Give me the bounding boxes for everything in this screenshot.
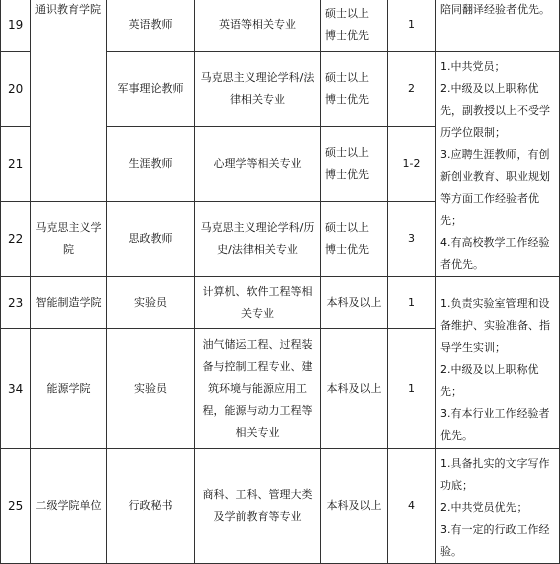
- major-cell: 马克思主义理论学科/历史/法律相关专业: [195, 202, 321, 277]
- position-cell: 行政秘书: [107, 449, 195, 564]
- education-cell: 硕士以上 博士优先: [321, 52, 388, 127]
- college-cell: [31, 0, 107, 202]
- requirements-cell: [436, 449, 560, 564]
- position-cell: 生涯教师: [107, 127, 195, 202]
- position-cell: 英语教师: [107, 0, 195, 52]
- position-cell: 军事理论教师: [107, 52, 195, 127]
- major-cell: 马克思主义理论学科/法律相关专业: [195, 52, 321, 127]
- requirement-item: 1.具备扎实的文字写作功底；: [440, 457, 550, 492]
- education-cell: 本科及以上: [321, 329, 388, 449]
- table-row: [1, 277, 560, 329]
- education-cell: 本科及以上: [321, 277, 388, 329]
- count-cell: 1: [388, 277, 436, 329]
- table-row: [1, 0, 560, 52]
- count-cell: 1: [388, 329, 436, 449]
- education-cell: 硕士以上 博士优先: [321, 0, 388, 52]
- requirement-item: 2.中级及以上职称优先；: [440, 363, 539, 398]
- requirement-item: 3.有一定的行政工作经验。: [440, 523, 550, 558]
- position-cell: 实验员: [107, 277, 195, 329]
- row-number: 21: [1, 127, 31, 202]
- requirement-item: 3.有本行业工作经验者优先。: [440, 407, 550, 442]
- education-cell: 硕士以上 博士优先: [321, 202, 388, 277]
- requirements-cell: 陪同翻译经验者优先。: [436, 0, 560, 52]
- requirement-item: 1.负责实验室管理和设备维护、实验准备、指导学生实训；: [440, 297, 550, 354]
- table-row: [1, 449, 560, 564]
- row-number: 22: [1, 202, 31, 277]
- major-cell: 油气储运工程、过程装备与控制工程专业、建筑环境与能源应用工程，能源与动力工程等相关专业: [195, 329, 321, 449]
- college-cell: 智能制造学院: [31, 277, 107, 329]
- position-cell: 思政教师: [107, 202, 195, 277]
- requirements-cell: [436, 52, 560, 277]
- major-cell: 计算机、软件工程等相关专业: [195, 277, 321, 329]
- major-cell: 英语等相关专业: [195, 0, 321, 52]
- row-number: 20: [1, 52, 31, 127]
- count-cell: 2: [388, 52, 436, 127]
- requirement-item: 4.有高校教学工作经验者优先。: [440, 236, 550, 271]
- row-number: 23: [1, 277, 31, 329]
- requirements-cell: [436, 277, 560, 449]
- count-cell: 1-2: [388, 127, 436, 202]
- count-cell: 1: [388, 0, 436, 52]
- count-cell: 3: [388, 202, 436, 277]
- row-number: 34: [1, 329, 31, 449]
- college-cell: 马克思主义学院: [31, 202, 107, 277]
- row-number: 25: [1, 449, 31, 564]
- college-name: 通识教育学院: [35, 3, 101, 16]
- requirement-item: 2.中级及以上职称优先，副教授以上不受学历学位限制；: [440, 82, 550, 139]
- row-number: 19: [1, 0, 31, 52]
- college-cell: 二级学院单位: [31, 449, 107, 564]
- requirement-item: 3.应聘生涯教师，有创新创业教育、职业规划等方面工作经验者优先；: [440, 148, 550, 227]
- position-cell: 实验员: [107, 329, 195, 449]
- education-cell: 硕士以上 博士优先: [321, 127, 388, 202]
- requirement-item: 1.中共党员；: [440, 60, 506, 73]
- requirement-item: 2.中共党员优先；: [440, 501, 528, 514]
- college-cell: 能源学院: [31, 329, 107, 449]
- count-cell: 4: [388, 449, 436, 564]
- education-cell: 本科及以上: [321, 449, 388, 564]
- major-cell: 商科、工科、管理大类及学前教育等专业: [195, 449, 321, 564]
- major-cell: 心理学等相关专业: [195, 127, 321, 202]
